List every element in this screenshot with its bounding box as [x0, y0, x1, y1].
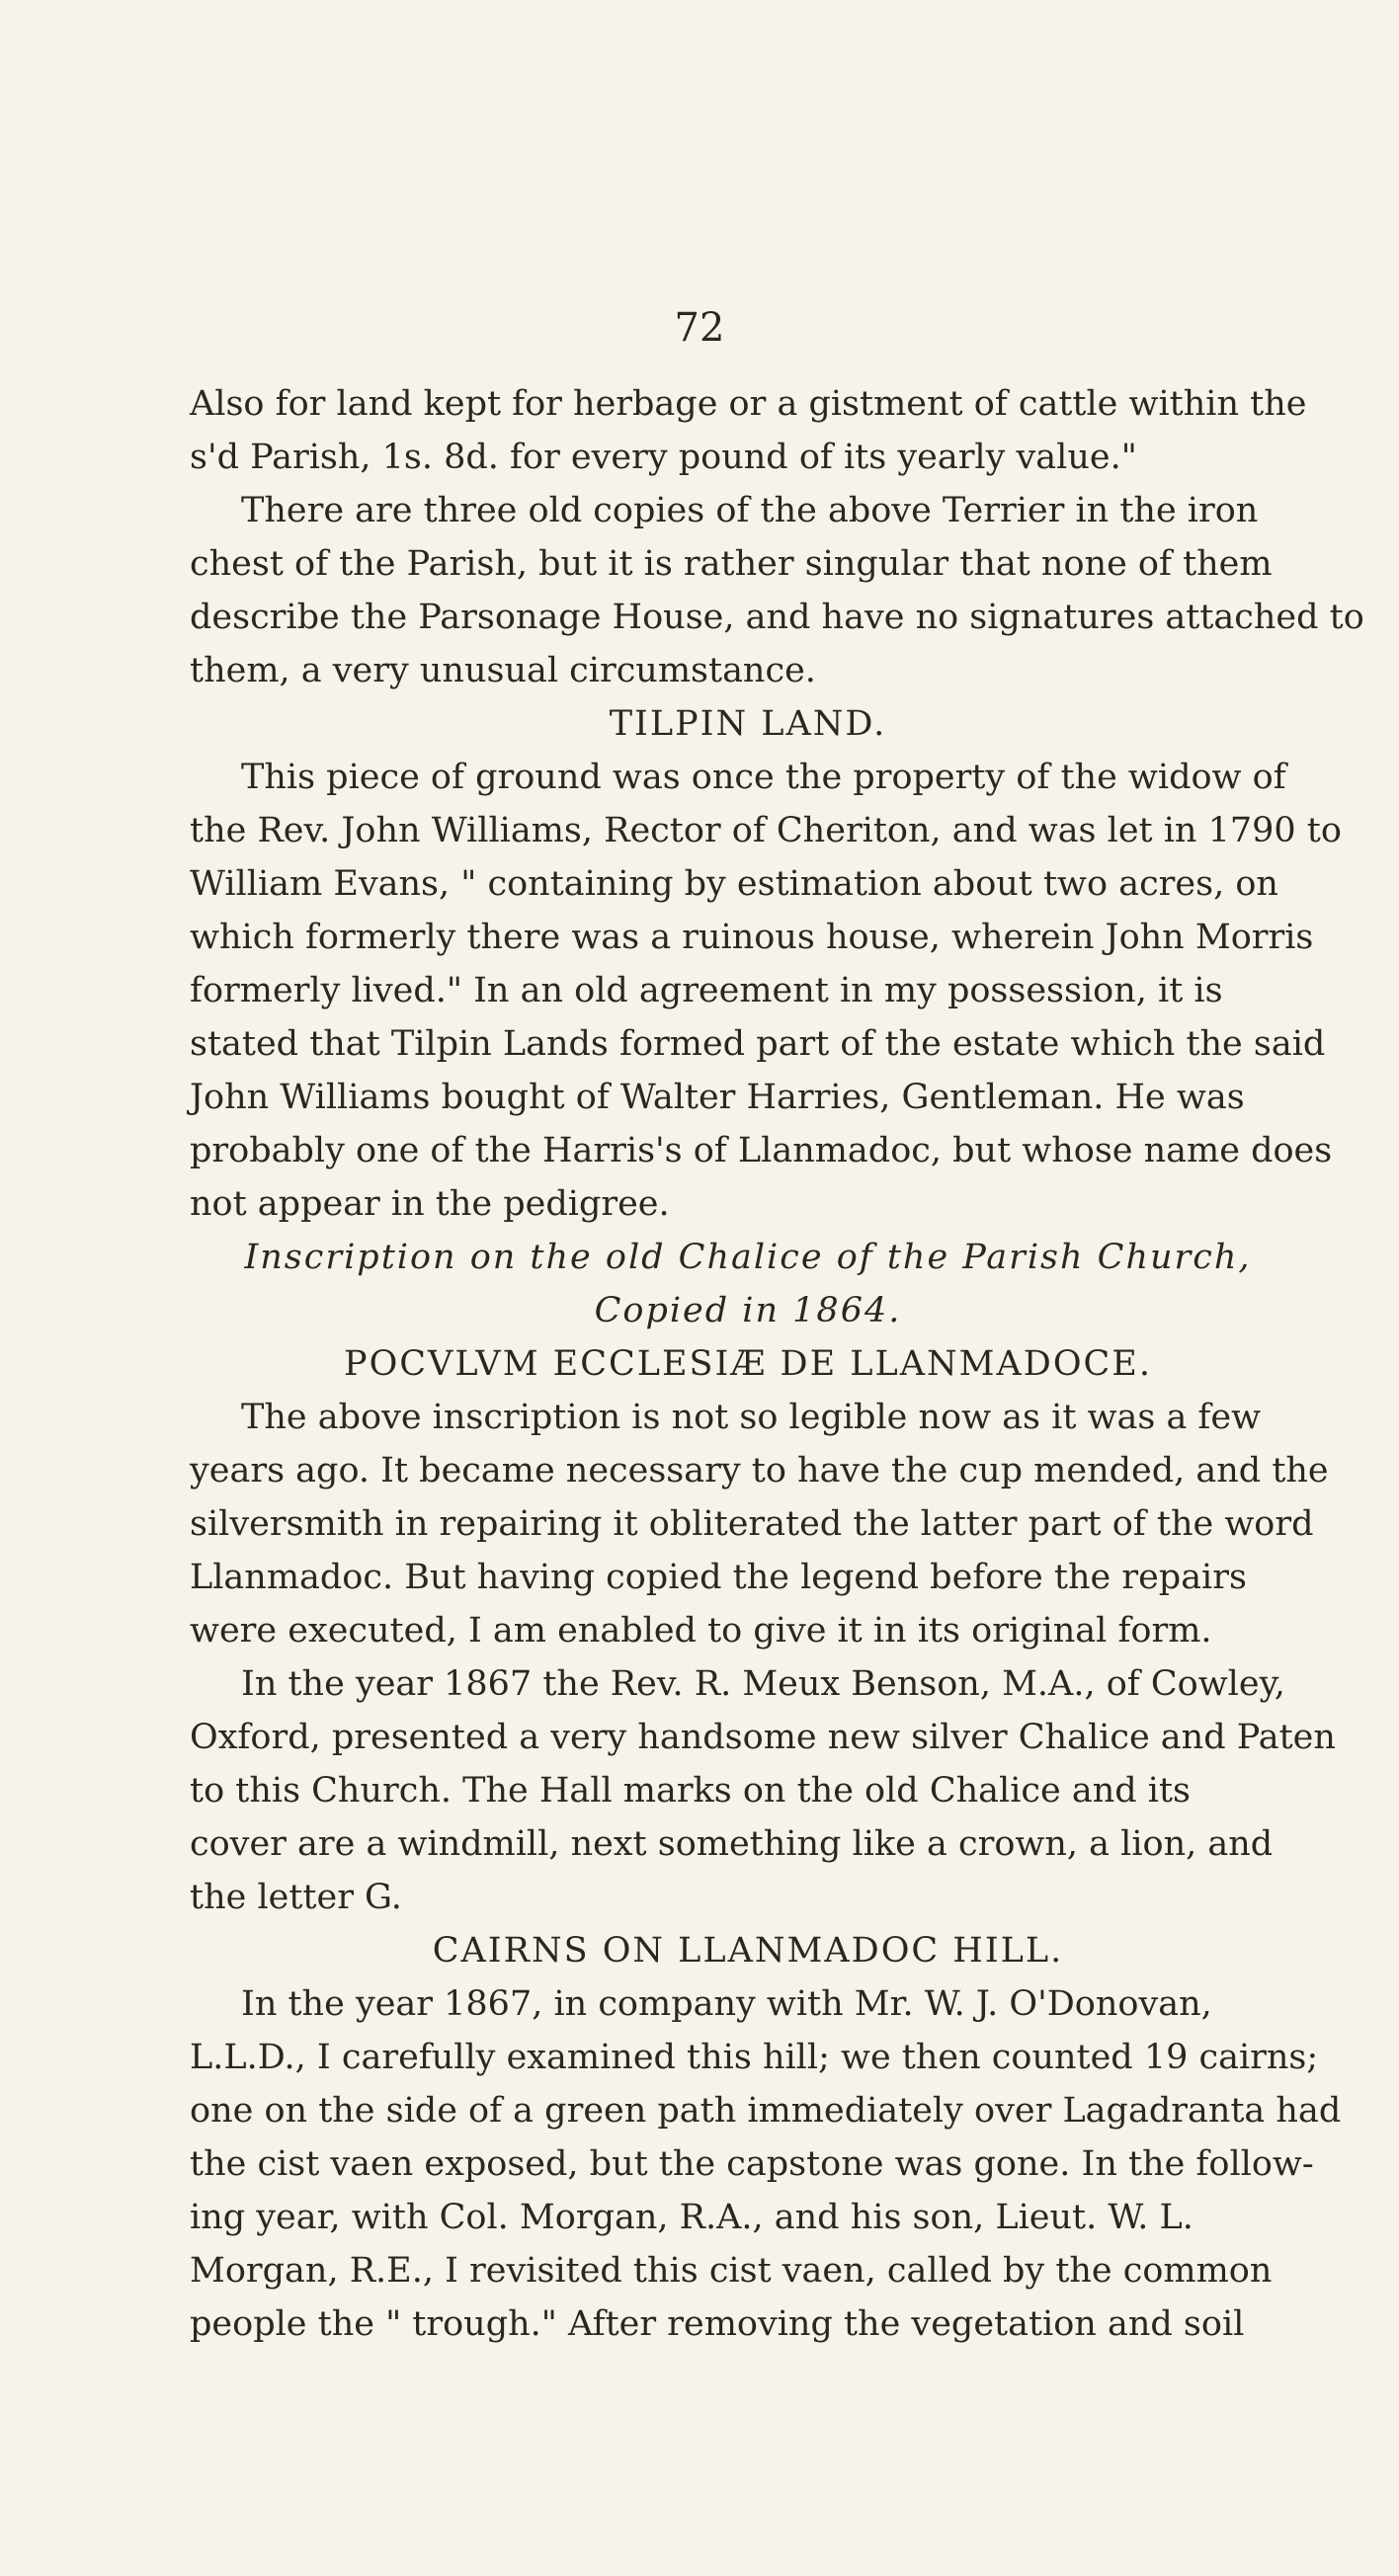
text-line: John Williams bought of Walter Harries, Gentleman. He was — [190, 1078, 1245, 1117]
text-line: s'd Parish, 1s. 8d. for every pound of its yearly value." — [190, 438, 1137, 477]
inscription-caption: Inscription on the old Chalice of the Parish Church, — [244, 1238, 1252, 1277]
text-line: William Evans, " containing by estimation about two acres, on — [190, 864, 1278, 904]
text-line: There are three old copies of the above Terrier in the iron — [241, 491, 1259, 530]
text-line: formerly lived." In an old agreement in my possession, it is — [190, 971, 1223, 1010]
body-text — [190, 377, 1364, 2351]
inscription-text: POCVLVM ECCLESIÆ DE LLANMADOCE. — [344, 1344, 1152, 1384]
text-line: Oxford, presented a very handsome new silver Chalice and Paten — [190, 1718, 1336, 1757]
text-line: The above inscription is not so legible now as it was a few — [241, 1398, 1262, 1437]
text-line: the cist vaen exposed, but the capstone was gone. In the follow- — [190, 2144, 1314, 2184]
section-heading-tilpin-land: TILPIN LAND. — [609, 704, 887, 744]
section-heading-cairns: CAIRNS ON LLANMADOC HILL. — [432, 1931, 1064, 1971]
text-line: cover are a windmill, next something like a crown, a lion, and — [190, 1824, 1274, 1864]
text-line: to this Church. The Hall marks on the old Chalice and its — [190, 1771, 1192, 1811]
copied-date: Copied in 1864. — [594, 1291, 902, 1330]
text-line: In the year 1867, in company with Mr. W. J. O'Donovan, — [241, 1984, 1212, 2024]
text-line: probably one of the Harris's of Llanmadoc, but whose name does — [190, 1131, 1333, 1170]
text-line: ing year, with Col. Morgan, R.A., and his son, Lieut. W. L. — [190, 2198, 1193, 2237]
text-line: one on the side of a green path immediately over Lagadranta had — [190, 2091, 1342, 2131]
text-line: stated that Tilpin Lands formed part of the estate which the said — [190, 1024, 1326, 1064]
text-line: not appear in the pedigree. — [190, 1184, 670, 1224]
text-line: Morgan, R.E., I revisited this cist vaen, called by the common — [190, 2251, 1273, 2291]
text-line: Also for land kept for herbage or a gistment of cattle within the — [190, 384, 1307, 424]
text-line: describe the Parsonage House, and have no signatures attached to — [190, 598, 1364, 637]
text-line: people the " trough." After removing the vegetation and soil — [190, 2304, 1245, 2344]
text-line: years ago. It became necessary to have the cup mended, and the — [190, 1451, 1329, 1490]
text-line: In the year 1867 the Rev. R. Meux Benson, M.A., of Cowley, — [241, 1664, 1285, 1704]
text-line: silversmith in repairing it obliterated the latter part of the word — [190, 1504, 1314, 1544]
text-line: the Rev. John Williams, Rector of Cheriton, and was let in 1790 to — [190, 811, 1342, 850]
page-number: 72 — [674, 305, 725, 351]
text-line: which formerly there was a ruinous house, wherein John Morris — [190, 918, 1314, 957]
text-line: L.L.D., I carefully examined this hill; we then counted 19 cairns; — [190, 2038, 1319, 2077]
text-line: chest of the Parish, but it is rather singular that none of them — [190, 544, 1273, 584]
text-line: the letter G. — [190, 1878, 402, 1917]
text-line: were executed, I am enabled to give it in its original form. — [190, 1611, 1212, 1650]
text-line: This piece of ground was once the property of the widow of — [241, 758, 1286, 797]
text-line: them, a very unusual circumstance. — [190, 651, 816, 690]
text-line: Llanmadoc. But having copied the legend before the repairs — [190, 1558, 1247, 1597]
